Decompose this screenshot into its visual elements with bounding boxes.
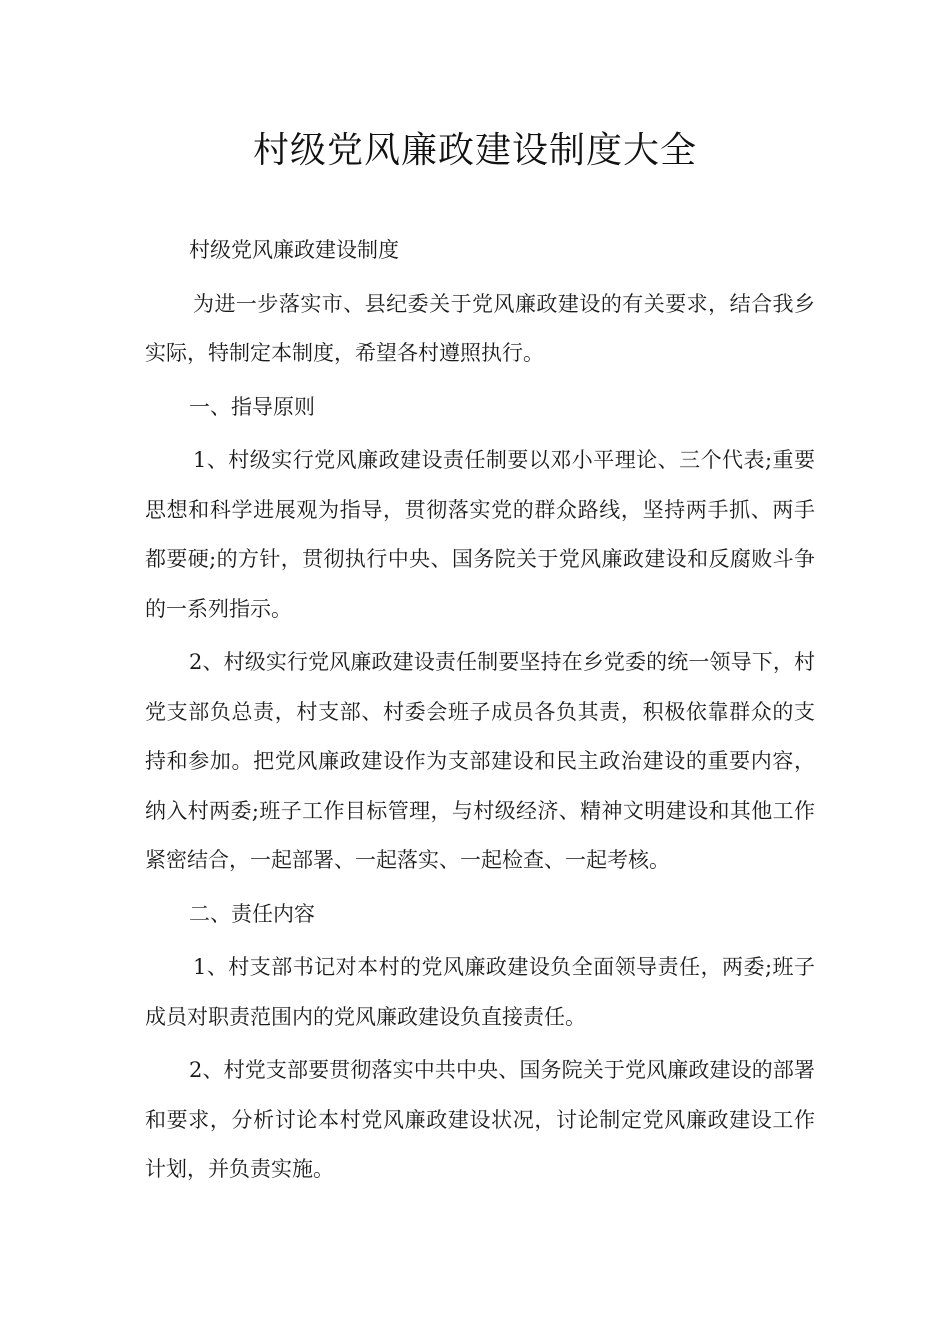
paragraph-principle-2: 2、村级实行党风廉政建设责任制要坚持在乡党委的统一领导下，村党支部负总责，村支部、村委会班子成员各负其责，积极依靠群众的支持和参加。把党风廉政建设作为支部建设和民主政治建设的重要内容，纳入村两委;班子工作目标管理，与村级经济、精神文明建设和其他工作紧密结合，一起部署、一起落实、一起检查、一起考核。 (145, 650, 815, 872)
document-body (145, 226, 815, 1199)
paragraph-subtitle: 村级党风廉政建设制度 (189, 238, 399, 262)
paragraph-intro: 为进一步落实市、县纪委关于党风廉政建设的有关要求，结合我乡实际，特制定本制度，希望各村遵照执行。 (145, 291, 815, 365)
section-heading-guiding-principles: 一、指导原则 (189, 394, 315, 419)
section-heading-responsibilities: 二、责任内容 (189, 901, 315, 926)
paragraph-responsibility-2: 2、村党支部要贯彻落实中共中央、国务院关于党风廉政建设的部署和要求，分析讨论本村党风廉政建设状况，讨论制定党风廉政建设工作计划，并负责实施。 (145, 1058, 815, 1181)
paragraph-principle-1: 1、村级实行党风廉政建设责任制要以邓小平理论、三个代表;重要思想和科学进展观为指导，贯彻落实党的群众路线，坚持两手抓、两手都要硬;的方针，贯彻执行中央、国务院关于党风廉政建设和反腐败斗争的一系列指示。 (145, 448, 815, 621)
paragraph-responsibility-1: 1、村支部书记对本村的党风廉政建设负全面领导责任，两委;班子成员对职责范围内的党风廉政建设负直接责任。 (145, 955, 815, 1029)
document-title: 村级党风廉政建设制度大全 (252, 130, 697, 171)
